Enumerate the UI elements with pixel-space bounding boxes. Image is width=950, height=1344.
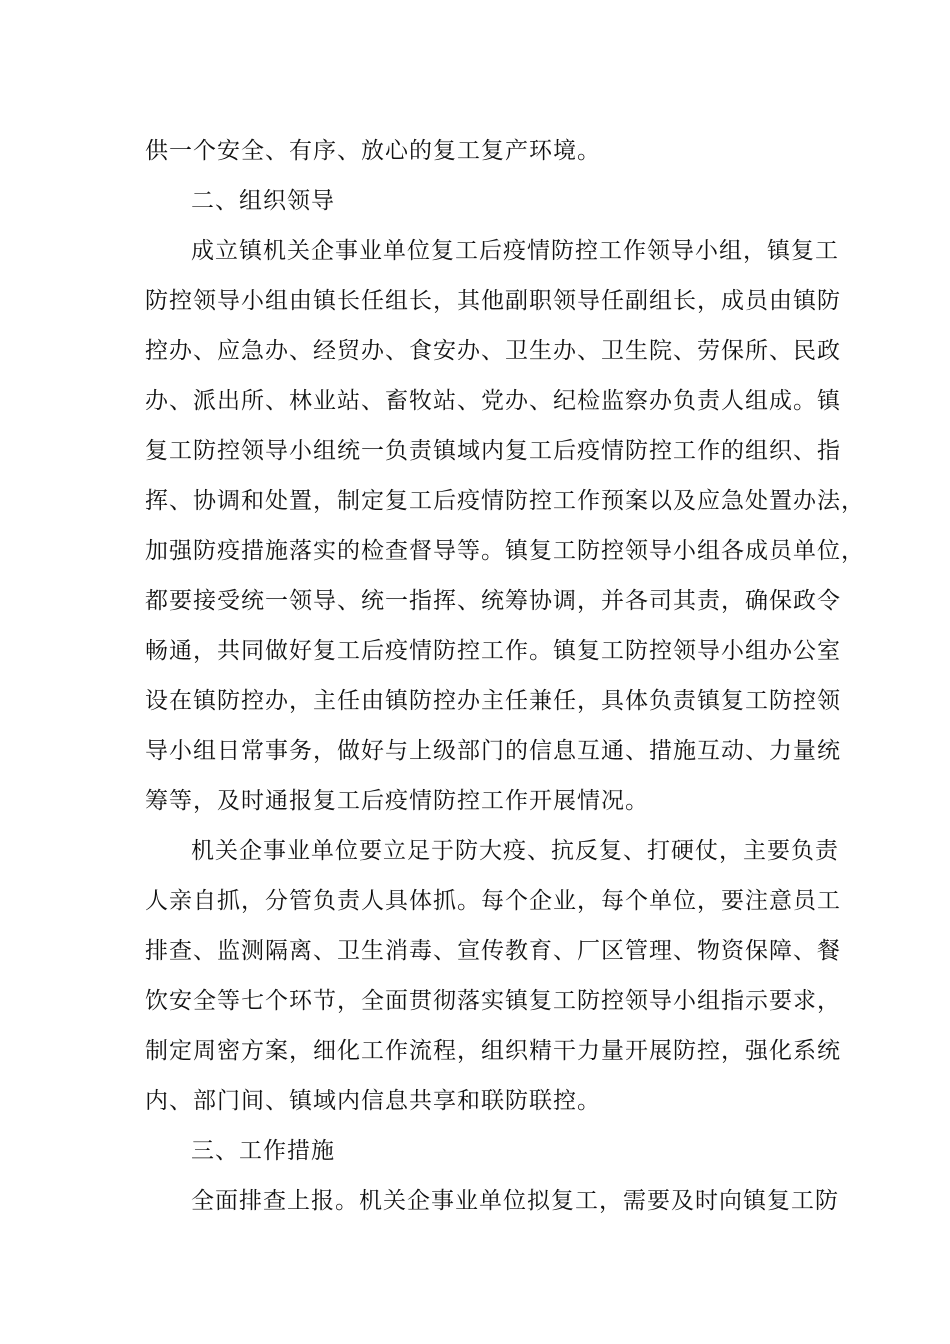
text-line: 挥、协调和处置，制定复工后疫情防控工作预案以及应急处置办法， [145,488,865,514]
text-line: 排查、监测隔离、卫生消毒、宣传教育、厂区管理、物资保障、餐 [145,938,841,964]
text-line: 全面排查上报。机关企事业单位拟复工，需要及时向镇复工防 [191,1188,839,1214]
section-heading: 三、工作措施 [191,1138,335,1164]
section-heading: 二、组织领导 [191,188,335,214]
text-line: 导小组日常事务，做好与上级部门的信息互通、措施互动、力量统 [145,738,841,764]
text-line: 成立镇机关企事业单位复工后疫情防控工作领导小组，镇复工 [191,238,839,264]
text-line: 人亲自抓，分管负责人具体抓。每个企业，每个单位，要注意员工 [145,888,841,914]
text-line: 畅通，共同做好复工后疫情防控工作。镇复工防控领导小组办公室 [145,638,841,664]
text-line: 控办、应急办、经贸办、食安办、卫生办、卫生院、劳保所、民政 [145,338,841,364]
text-line: 制定周密方案，细化工作流程，组织精干力量开展防控，强化系统 [145,1038,841,1064]
text-line: 内、部门间、镇域内信息共享和联防联控。 [145,1088,601,1114]
text-line: 加强防疫措施落实的检查督导等。镇复工防控领导小组各成员单位， [145,538,865,564]
text-line: 办、派出所、林业站、畜牧站、党办、纪检监察办负责人组成。镇 [145,388,841,414]
text-line: 都要接受统一领导、统一指挥、统筹协调，并各司其责，确保政令 [145,588,841,614]
text-line: 筹等，及时通报复工后疫情防控工作开展情况。 [145,788,649,814]
text-line: 机关企事业单位要立足于防大疫、抗反复、打硬仗，主要负责 [191,838,839,864]
text-line: 复工防控领导小组统一负责镇域内复工后疫情防控工作的组织、指 [145,438,841,464]
text-line: 供一个安全、有序、放心的复工复产环境。 [145,138,601,164]
text-line: 设在镇防控办，主任由镇防控办主任兼任，具体负责镇复工防控领 [145,688,841,714]
text-line: 饮安全等七个环节，全面贯彻落实镇复工防控领导小组指示要求， [145,988,841,1014]
text-line: 防控领导小组由镇长任组长，其他副职领导任副组长，成员由镇防 [145,288,841,314]
